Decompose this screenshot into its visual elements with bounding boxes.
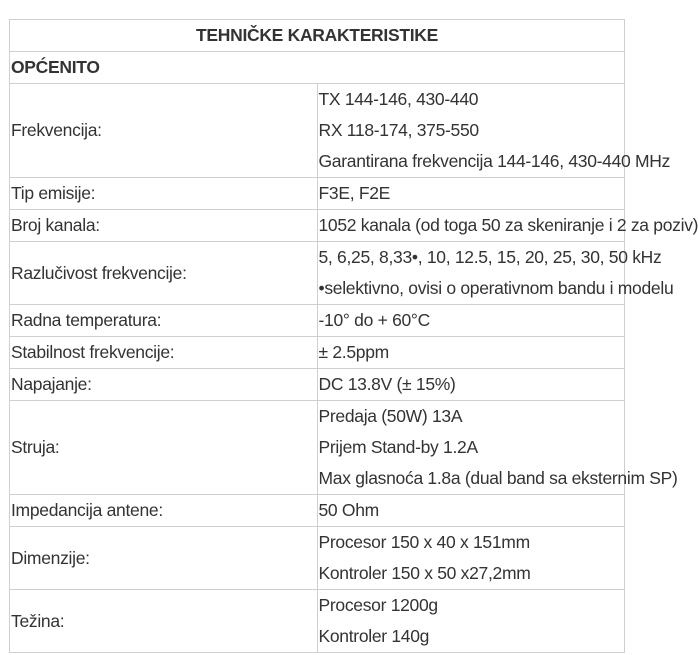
table-row — [10, 590, 625, 653]
spec-label: Frekvencija: — [10, 84, 318, 178]
table-row — [10, 369, 625, 401]
spec-value-line: 5, 6,25, 8,33•, 10, 12.5, 15, 20, 25, 30, 50 kHz — [318, 247, 662, 267]
spec-value — [317, 527, 625, 590]
spec-label: Struja: — [10, 401, 318, 495]
table-row — [10, 178, 625, 210]
table-row — [10, 210, 625, 242]
table-row — [10, 495, 625, 527]
table-row — [10, 84, 625, 178]
specifications-table — [9, 19, 698, 653]
spec-value-line: 1052 kanala (od toga 50 za skeniranje i 2 za poziv) — [318, 215, 698, 235]
spec-value — [317, 401, 678, 495]
spec-value-line: Kontroler 140g — [318, 626, 430, 646]
spec-value-line: Kontroler 150 x 50 x27,2mm — [318, 563, 531, 583]
table-row — [10, 401, 625, 495]
spec-value — [317, 590, 625, 653]
spec-label: Dimenzije: — [10, 527, 318, 590]
spec-label: Stabilnost frekvencije: — [10, 337, 318, 369]
section-row — [10, 52, 625, 84]
spec-value-line: Predaja (50W) 13A — [318, 406, 463, 426]
spec-value-line: •selektivno, ovisi o operativnom bandu i modelu — [318, 278, 674, 298]
specs-container — [9, 19, 698, 653]
table-title: TEHNIČKE KARAKTERISTIKE — [10, 20, 625, 52]
table-row — [10, 305, 625, 337]
spec-value-line: RX 118-174, 375-550 — [318, 120, 479, 140]
table-row — [10, 527, 625, 590]
spec-label: Tip emisije: — [10, 178, 318, 210]
spec-value — [317, 369, 625, 401]
spec-value-line: Procesor 150 x 40 x 151mm — [318, 532, 530, 552]
section-heading: OPĆENITO — [10, 52, 625, 84]
spec-value — [317, 210, 698, 242]
spec-value-line: Prijem Stand-by 1.2A — [318, 437, 478, 457]
spec-value-line: 50 Ohm — [318, 500, 379, 520]
spec-value-line: Garantirana frekvencija 144-146, 430-440 MHz — [318, 151, 671, 171]
spec-value — [317, 242, 674, 305]
spec-label: Razlučivost frekvencije: — [10, 242, 318, 305]
spec-value-line: TX 144-146, 430-440 — [318, 89, 479, 109]
spec-value-line: ± 2.5ppm — [318, 342, 389, 362]
table-title-row — [10, 20, 625, 52]
spec-value — [317, 337, 625, 369]
spec-label: Broj kanala: — [10, 210, 318, 242]
spec-value — [317, 305, 625, 337]
spec-label: Radna temperatura: — [10, 305, 318, 337]
spec-label: Težina: — [10, 590, 318, 653]
spec-value — [317, 178, 625, 210]
spec-value-line: Max glasnoća 1.8a (dual band sa eksternim SP) — [318, 468, 678, 488]
spec-value-line: -10° do + 60°C — [318, 310, 430, 330]
table-row — [10, 242, 625, 305]
spec-value-line: DC 13.8V (± 15%) — [318, 374, 456, 394]
spec-value — [317, 495, 625, 527]
spec-value-line: Procesor 1200g — [318, 595, 438, 615]
spec-value — [317, 84, 671, 178]
spec-label: Impedancija antene: — [10, 495, 318, 527]
spec-label: Napajanje: — [10, 369, 318, 401]
spec-value-line: F3E, F2E — [318, 183, 391, 203]
table-row — [10, 337, 625, 369]
